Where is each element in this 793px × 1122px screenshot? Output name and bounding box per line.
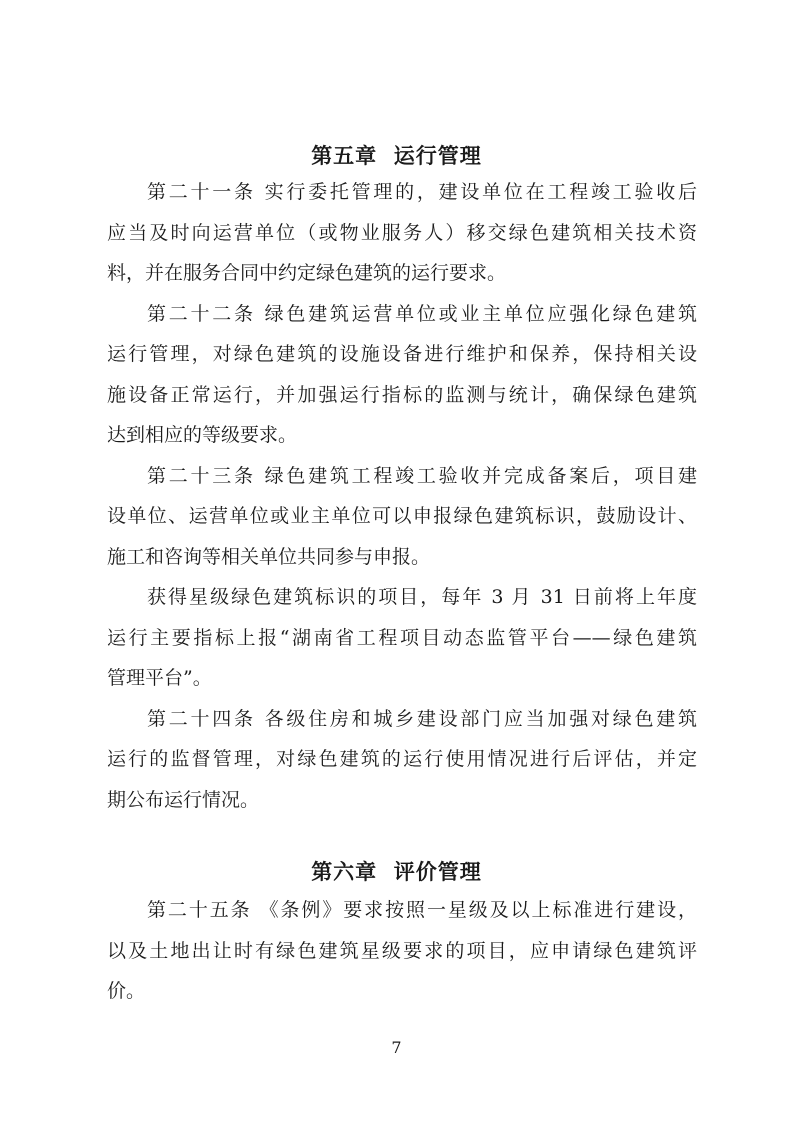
article-22-line-2: 运行管理，对绿色建筑的设施设备进行维护和保养，保持相关设 (107, 343, 697, 365)
chapter-6-heading: 第六章 评价管理 (311, 860, 482, 884)
article-25-line-2: 以及土地出让时有绿色建筑星级要求的项目，应申请绿色建筑评 (107, 940, 697, 962)
article-25-line-1: 第二十五条 《条例》要求按照一星级及以上标准进行建设， (147, 899, 697, 921)
article-23-line-2: 设单位、运营单位或业主单位可以申报绿色建筑标识，鼓励设计、 (107, 505, 697, 527)
article-22-line-4: 达到相应的等级要求。 (107, 424, 298, 446)
article-24-line-1: 第二十四条 各级住房和城乡建设部门应当加强对绿色建筑 (147, 708, 697, 730)
chapter-5-heading: 第五章 运行管理 (311, 144, 482, 168)
article-25-line-3: 价。 (107, 980, 146, 1002)
article-22-line-3: 施设备正常运行，并加强运行指标的监测与统计，确保绿色建筑 (107, 384, 697, 406)
article-24-line-3: 期公布运行情况。 (107, 789, 260, 811)
page-number: 7 (391, 1038, 402, 1057)
article-23-para-2-line-2: 运行主要指标上报“湖南省工程项目动态监管平台——绿色建筑 (107, 627, 697, 649)
article-21-line-1: 第二十一条 实行委托管理的，建设单位在工程竣工验收后 (147, 181, 697, 203)
article-23-para-2-line-3: 管理平台”。 (107, 667, 212, 689)
article-23-line-1: 第二十三条 绿色建筑工程竣工验收并完成备案后，项目建 (147, 465, 697, 487)
article-23-para-2-line-1: 获得星级绿色建筑标识的项目，每年 3 月 31 日前将上年度 (147, 586, 697, 608)
article-21-line-2: 应当及时向运营单位（或物业服务人）移交绿色建筑相关技术资 (107, 222, 697, 244)
article-22-line-1: 第二十二条 绿色建筑运营单位或业主单位应强化绿色建筑 (147, 303, 697, 325)
article-21-line-3: 料，并在服务合同中约定绿色建筑的运行要求。 (107, 262, 507, 284)
article-24-line-2: 运行的监督管理，对绿色建筑的运行使用情况进行后评估，并定 (107, 748, 697, 770)
article-23-line-3: 施工和咨询等相关单位共同参与申报。 (107, 546, 431, 568)
